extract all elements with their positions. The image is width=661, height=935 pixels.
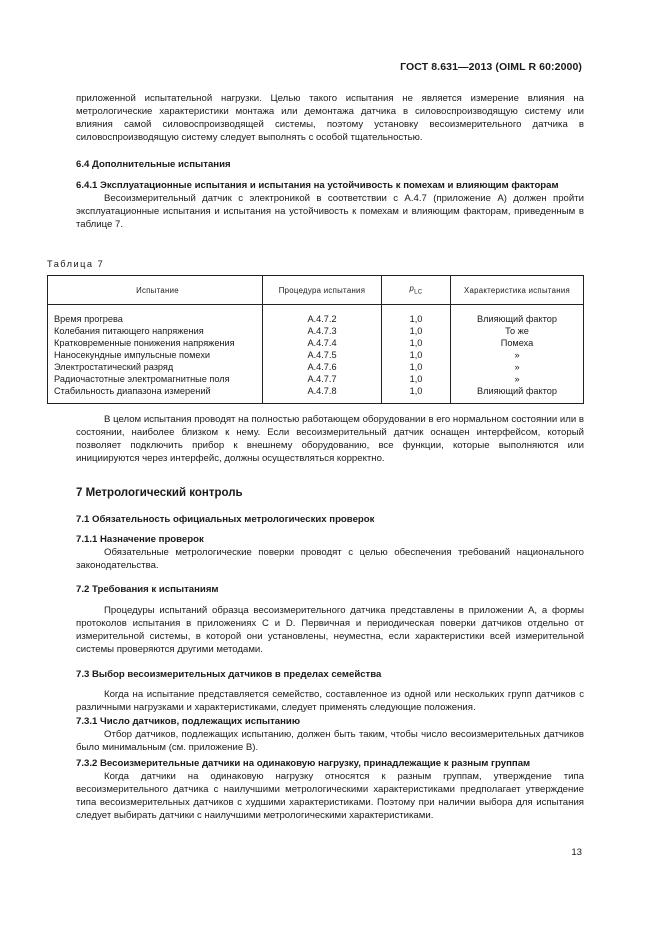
table-cell: Время прогрева: [54, 314, 123, 324]
table-cell: Влияющий фактор: [477, 386, 557, 396]
table-cell: 1,0: [409, 326, 423, 336]
document-header: ГОСТ 8.631—2013 (OIML R 60:2000): [400, 61, 582, 73]
table-cell: 1,0: [409, 338, 423, 348]
section-7-3-title: 7.3 Выбор весоизмерительных датчиков в пределах семейства: [76, 669, 382, 680]
section-7-1-1-text: Обязательные метрологические поверки проводят с целью обеспечения требований национального законодательства.: [76, 547, 584, 572]
table-cell: Влияющий фактор: [477, 314, 557, 324]
section-7-3-2: [76, 757, 584, 822]
table-cell: 1,0: [409, 314, 423, 324]
table-body-row: [48, 305, 584, 404]
table-cell: А.4.7.6: [307, 362, 337, 372]
section-7-3-1: [76, 715, 584, 754]
section-7-2-title: 7.2 Требования к испытаниям: [76, 584, 219, 595]
section-7-2-text: Процедуры испытаний образца весоизмерительного датчика представлены в приложении А, а формы протоколов испытания в приложениях С и D. Первичная и периодическая поверки датчиков отдельно от измерительной системы, в которой они установлены, неуместна, если характеристики всей измерительной системы проверяются другими методами.: [76, 605, 584, 656]
section-7-3-1-text: Отбор датчиков, подлежащих испытанию, должен быть таким, чтобы число весоизмерительных датчиков было минимальным (см. приложение В).: [76, 729, 584, 754]
section-7-3-2-text: Когда датчики на одинаковую нагрузку относятся к разным группам, утверждение типа весоизмерительного датчика с наилучшими метрологическими характеристиками предполагает утверждение типа весоизмерительных датчиков с худшими характеристиками. Поэтому при наличии выбора для испытания следует выбирать датчики с наилучшими метрологическими характеристиками.: [76, 771, 584, 822]
table-cell: Радиочастотные электромагнитные поля: [54, 374, 230, 384]
col-header-procedure: Процедура испытания: [263, 276, 382, 305]
table-cell: Колебания питающего напряжения: [54, 326, 204, 336]
table-cell: »: [514, 374, 520, 384]
section-7-1-title: 7.1 Обязательность официальных метрологических проверок: [76, 514, 375, 525]
table-cell: А.4.7.7: [307, 374, 337, 384]
section-6-4-1: [76, 179, 584, 231]
characteristics-column: [451, 305, 584, 404]
table-cell: А.4.7.3: [307, 326, 337, 336]
col-header-plc: $p_{LC}$: [382, 276, 451, 305]
table-cell: 1,0: [409, 386, 423, 396]
table-7: [47, 275, 584, 404]
table-cell: Электростатический разряд: [54, 362, 174, 372]
after-table-paragraph: В целом испытания проводят на полностью работающем оборудовании в его нормальном состоянии или в состоянии, наиболее близком к нему. Если весоизмерительный датчик оснащен интерфейсом, который позволяет подключить прибор к внешнему оборудованию, все функции, которые выполняются или инициируются через интерфейс, должны осуществляться корректно.: [76, 414, 584, 465]
section-7-title: 7 Метрологический контроль: [76, 487, 243, 499]
table-cell: 1,0: [409, 374, 423, 384]
section-7-3-text: Когда на испытание представляется семейство, составленное из одной или нескольких групп датчиков с различными нагрузками и характеристиками, следует применять следующие положения.: [76, 689, 584, 714]
table-caption: Таблица 7: [47, 259, 105, 269]
table-cell: А.4.7.8: [307, 386, 337, 396]
table-cell: »: [514, 362, 520, 372]
table-cell: 1,0: [409, 350, 423, 360]
table-cell: Наносекундные импульсные помехи: [54, 350, 211, 360]
plc-column: [382, 305, 451, 404]
table-cell: Помеха: [500, 338, 534, 348]
section-7-3-1-title: 7.3.1 Число датчиков, подлежащих испытанию: [76, 716, 301, 727]
section-6-4-title: 6.4 Дополнительные испытания: [76, 159, 231, 170]
table-cell: А.4.7.5: [307, 350, 337, 360]
table-cell: Кратковременные понижения напряжения: [54, 338, 235, 348]
table-cell: А.4.7.4: [307, 338, 337, 348]
col-header-characteristic: Характеристика испытания: [451, 276, 584, 305]
procedures-column: [263, 305, 382, 404]
table-cell: А.4.7.2: [307, 314, 337, 324]
table-cell: 1,0: [409, 362, 423, 372]
table-cell: Стабильность диапазона измерений: [54, 386, 211, 396]
intro-paragraph: приложенной испытательной нагрузки. Целью такого испытания не является измерение влияния на метрологические характеристики монтажа или демонтажа датчика в силовоспроизводящую систему или влияния самой силовоспроизводящей системы, поэтому установку весоизмерительного датчика в силовоспроизводящую систему следует выполнять с особой тщательностью.: [76, 93, 584, 144]
tests-column: [48, 305, 263, 404]
section-6-4-1-text: Весоизмерительный датчик с электроникой в соответствии с А.4.7 (приложение А) должен пройти эксплуатационные испытания и испытания на устойчивость к помехам и влияющим факторам, приведенным в таблице 7.: [76, 193, 584, 231]
col-header-test: Испытание: [48, 276, 263, 305]
section-6-4-1-title: 6.4.1 Эксплуатационные испытания и испытания на устойчивость к помехам и влияющим факторам: [76, 180, 559, 191]
section-7-3-2-title: 7.3.2 Весоизмерительные датчики на одинаковую нагрузку, принадлежащие к разным группам: [76, 758, 531, 769]
table-cell: »: [514, 350, 520, 360]
section-7-1-1: [76, 533, 584, 572]
page-number: 13: [571, 847, 582, 858]
section-7-1-1-title: 7.1.1 Назначение проверок: [76, 534, 204, 545]
table-cell: То же: [505, 326, 529, 336]
